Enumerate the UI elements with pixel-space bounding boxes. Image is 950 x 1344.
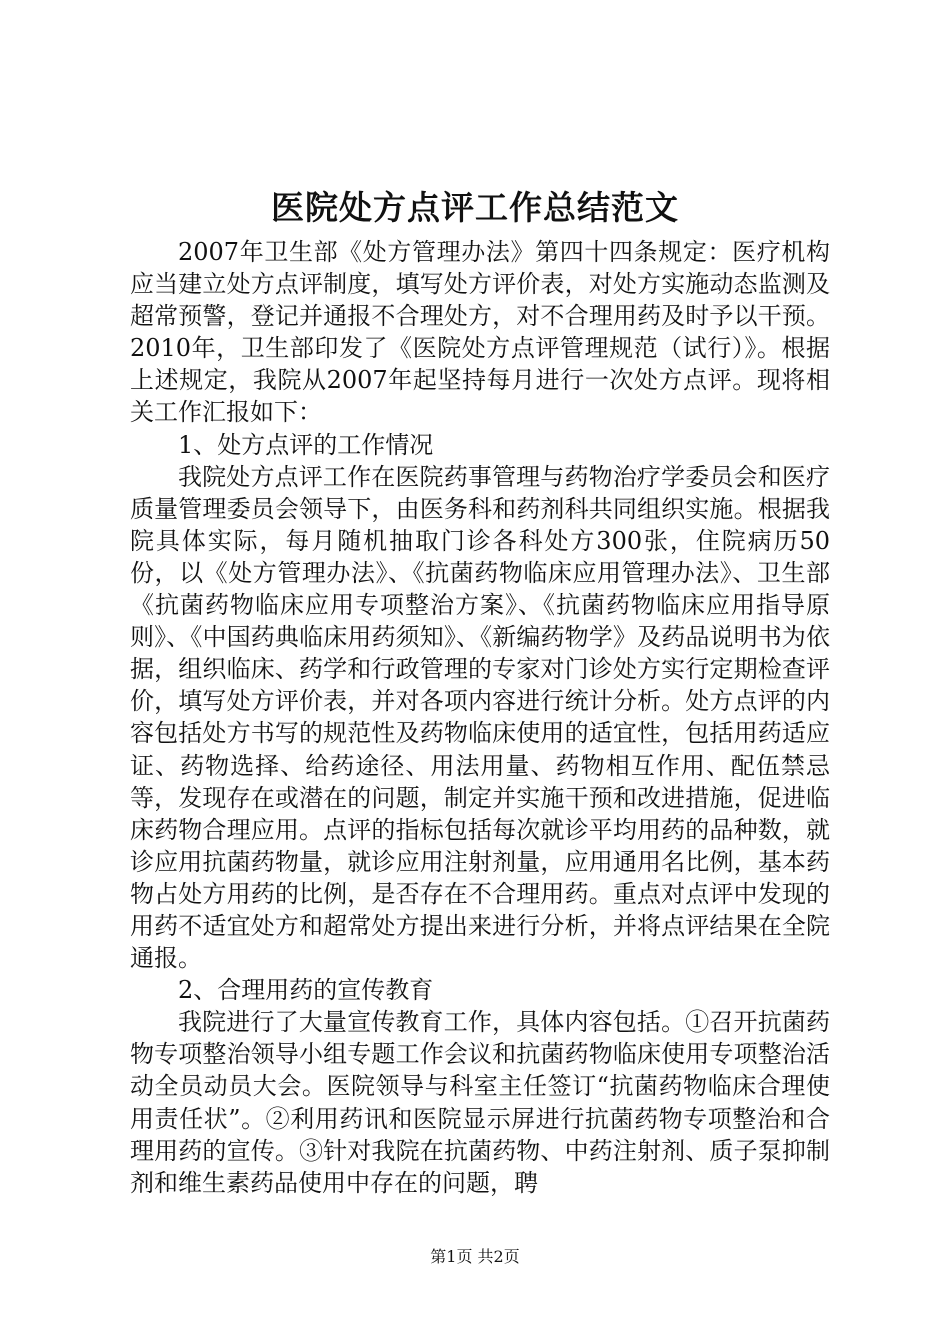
- page-title: 医院处方点评工作总结范文: [271, 188, 679, 227]
- section-heading-2: 2、合理用药的宣传教育: [178, 976, 434, 1005]
- page-footer: 第1页 共2页: [430, 1247, 520, 1266]
- paragraph-section-2: 我院进行了大量宣传教育工作，具体内容包括。①召开抗菌药物专项整治领导小组专题工作会议和抗菌药物临床使用专项整治活动全员动员大会。医院领导与科室主任签订“抗菌药物临床合理使用责任状”。②利用药讯和医院显示屏进行抗菌药物专项整治和合理用药的宣传。③针对我院在抗菌药物、中药注射剂、质子泵抑制剂和维生素药品使用中存在的问题，聘: [130, 1008, 830, 1197]
- document-body: [130, 236, 830, 1199]
- paragraph-intro: 2007年卫生部《处方管理办法》第四十四条规定：医疗机构应当建立处方点评制度，填写处方评价表，对处方实施动态监测及超常预警，登记并通报不合理处方，对不合理用药及时予以干预。2010年，卫生部印发了《医院处方点评管理规范（试行）》。根据上述规定，我院从2007年起坚持每月进行一次处方点评。现将相关工作汇报如下：: [130, 238, 830, 427]
- section-heading-1: 1、处方点评的工作情况: [178, 430, 434, 459]
- paragraph-section-1: 我院处方点评工作在医院药事管理与药物治疗学委员会和医疗质量管理委员会领导下，由医务科和药剂科共同组织实施。根据我院具体实际，每月随机抽取门诊各科处方300张，住院病历50份，以《处方管理办法》、《抗菌药物临床应用管理办法》、卫生部《抗菌药物临床应用专项整治方案》、《抗菌药物临床应用指导原则》、《中国药典临床用药须知》、《新编药物学》及药品说明书为依据，组织临床、药学和行政管理的专家对门诊处方实行定期检查评价，填写处方评价表，并对各项内容进行统计分析。处方点评的内容包括处方书写的规范性及药物临床使用的适宜性，包括用药适应证、药物选择、给药途径、用法用量、药物相互作用、配伍禁忌等，发现存在或潜在的问题，制定并实施干预和改进措施，促进临床药物合理应用。点评的指标包括每次就诊平均用药的品种数，就诊应用抗菌药物量，就诊应用注射剂量，应用通用名比例，基本药物占处方用药的比例，是否存在不合理用药。重点对点评中发现的用药不适宜处方和超常处方提出来进行分析，并将点评结果在全院通报。: [130, 462, 830, 973]
